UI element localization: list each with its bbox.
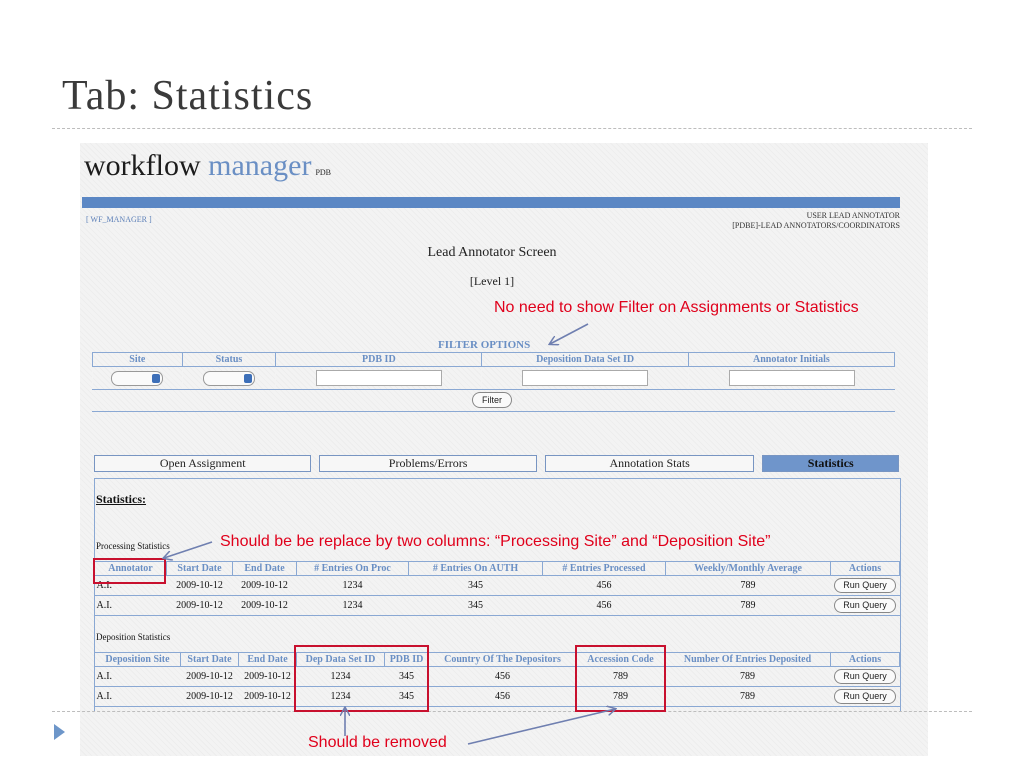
table-cell: 1234: [297, 687, 385, 707]
table-cell: 789: [577, 687, 665, 707]
table-cell: 789: [577, 667, 665, 687]
column-header: Country Of The Depositors: [429, 653, 577, 667]
table-cell: 2009-10-12: [181, 667, 239, 687]
table-cell: A.I.: [95, 576, 167, 596]
filter-note-arrow: [550, 324, 588, 344]
table-cell: 345: [385, 667, 429, 687]
tab-annotation-stats[interactable]: Annotation Stats: [545, 455, 755, 472]
annotator-note-arrow: [164, 542, 212, 558]
level-label: [Level 1]: [469, 274, 515, 288]
table-cell: 789: [665, 667, 831, 687]
processing-statistics-label: Processing Statistics: [96, 541, 170, 551]
wf-manager-link[interactable]: [ WF_MANAGER ]: [86, 215, 152, 224]
logo-manager: manager: [208, 149, 312, 182]
column-header: End Date: [239, 653, 297, 667]
table-cell: 456: [429, 687, 577, 707]
table-cell: 2009-10-12: [239, 667, 297, 687]
column-header: # Entries Processed: [543, 562, 666, 576]
table-cell: 345: [409, 576, 543, 596]
annotator-annotation: Should be be replace by two columns: “Processing Site” and “Deposition Site”: [220, 533, 771, 550]
removed-note-arrow-right: [468, 709, 615, 744]
table-cell: 2009-10-12: [167, 576, 233, 596]
slide-title: Tab: Statistics: [62, 73, 314, 119]
table-cell: 456: [543, 596, 666, 616]
column-header: Start Date: [181, 653, 239, 667]
column-header: Annotator: [95, 562, 167, 576]
column-header: Dep Data Set ID: [297, 653, 385, 667]
column-header: Start Date: [167, 562, 233, 576]
table-cell: 1234: [297, 667, 385, 687]
table-cell: 1234: [297, 576, 409, 596]
column-header: # Entries On AUTH: [409, 562, 543, 576]
table-cell: 456: [543, 576, 666, 596]
table-cell: 2009-10-12: [167, 596, 233, 616]
run-query-button[interactable]: Run Query: [834, 598, 896, 613]
filter-header-status: Status: [182, 353, 276, 367]
column-header: Number Of Entries Deposited: [665, 653, 831, 667]
tab-open-assignment[interactable]: Open Assignment: [94, 455, 311, 472]
table-cell: 1234: [297, 596, 409, 616]
logo-pdb: PDB: [315, 168, 331, 177]
column-header: Deposition Site: [95, 653, 181, 667]
filter-header-pdb-id: PDB ID: [276, 353, 482, 367]
table-cell: 2009-10-12: [233, 596, 297, 616]
table-cell: 345: [409, 596, 543, 616]
user-group: [PDBE]-LEAD ANNOTATORS/COORDINATORS: [732, 221, 900, 230]
table-cell: 456: [429, 667, 577, 687]
deposition-statistics-label: Deposition Statistics: [96, 632, 171, 642]
filter-header-site: Site: [93, 353, 183, 367]
filter-annotation: No need to show Filter on Assignments or Statistics: [494, 299, 859, 316]
column-header: Actions: [831, 562, 900, 576]
table-cell: 2009-10-12: [181, 687, 239, 707]
table-cell: 789: [666, 596, 831, 616]
column-header: Weekly/Monthly Average: [666, 562, 831, 576]
column-header: Accession Code: [577, 653, 665, 667]
screen-title: Lead Annotator Screen: [427, 245, 557, 260]
column-header: PDB ID: [385, 653, 429, 667]
table-cell: 345: [385, 687, 429, 707]
filter-button[interactable]: Filter: [472, 392, 512, 408]
table-cell: 789: [665, 687, 831, 707]
run-query-button[interactable]: Run Query: [834, 689, 896, 704]
column-header: Actions: [831, 653, 900, 667]
logo-workflow: workflow: [84, 149, 201, 182]
table-cell: 789: [666, 576, 831, 596]
filter-header-annotator: Annotator Initials: [688, 353, 894, 367]
user-role: USER LEAD ANNOTATOR: [806, 211, 900, 220]
tab-statistics[interactable]: Statistics: [762, 455, 899, 472]
table-cell: A.I.: [95, 667, 181, 687]
filter-header-dep-id: Deposition Data Set ID: [482, 353, 688, 367]
table-cell: A.I.: [95, 596, 167, 616]
statistics-heading: Statistics:: [96, 492, 146, 506]
table-cell: A.I.: [95, 687, 181, 707]
removed-annotation: Should be removed: [308, 734, 447, 751]
table-cell: 2009-10-12: [233, 576, 297, 596]
filter-options-title: FILTER OPTIONS: [438, 339, 531, 351]
table-cell: 2009-10-12: [239, 687, 297, 707]
run-query-button[interactable]: Run Query: [834, 669, 896, 684]
run-query-button[interactable]: Run Query: [834, 578, 896, 593]
column-header: # Entries On Proc: [297, 562, 409, 576]
tab-problems-errors[interactable]: Problems/Errors: [319, 455, 536, 472]
column-header: End Date: [233, 562, 297, 576]
